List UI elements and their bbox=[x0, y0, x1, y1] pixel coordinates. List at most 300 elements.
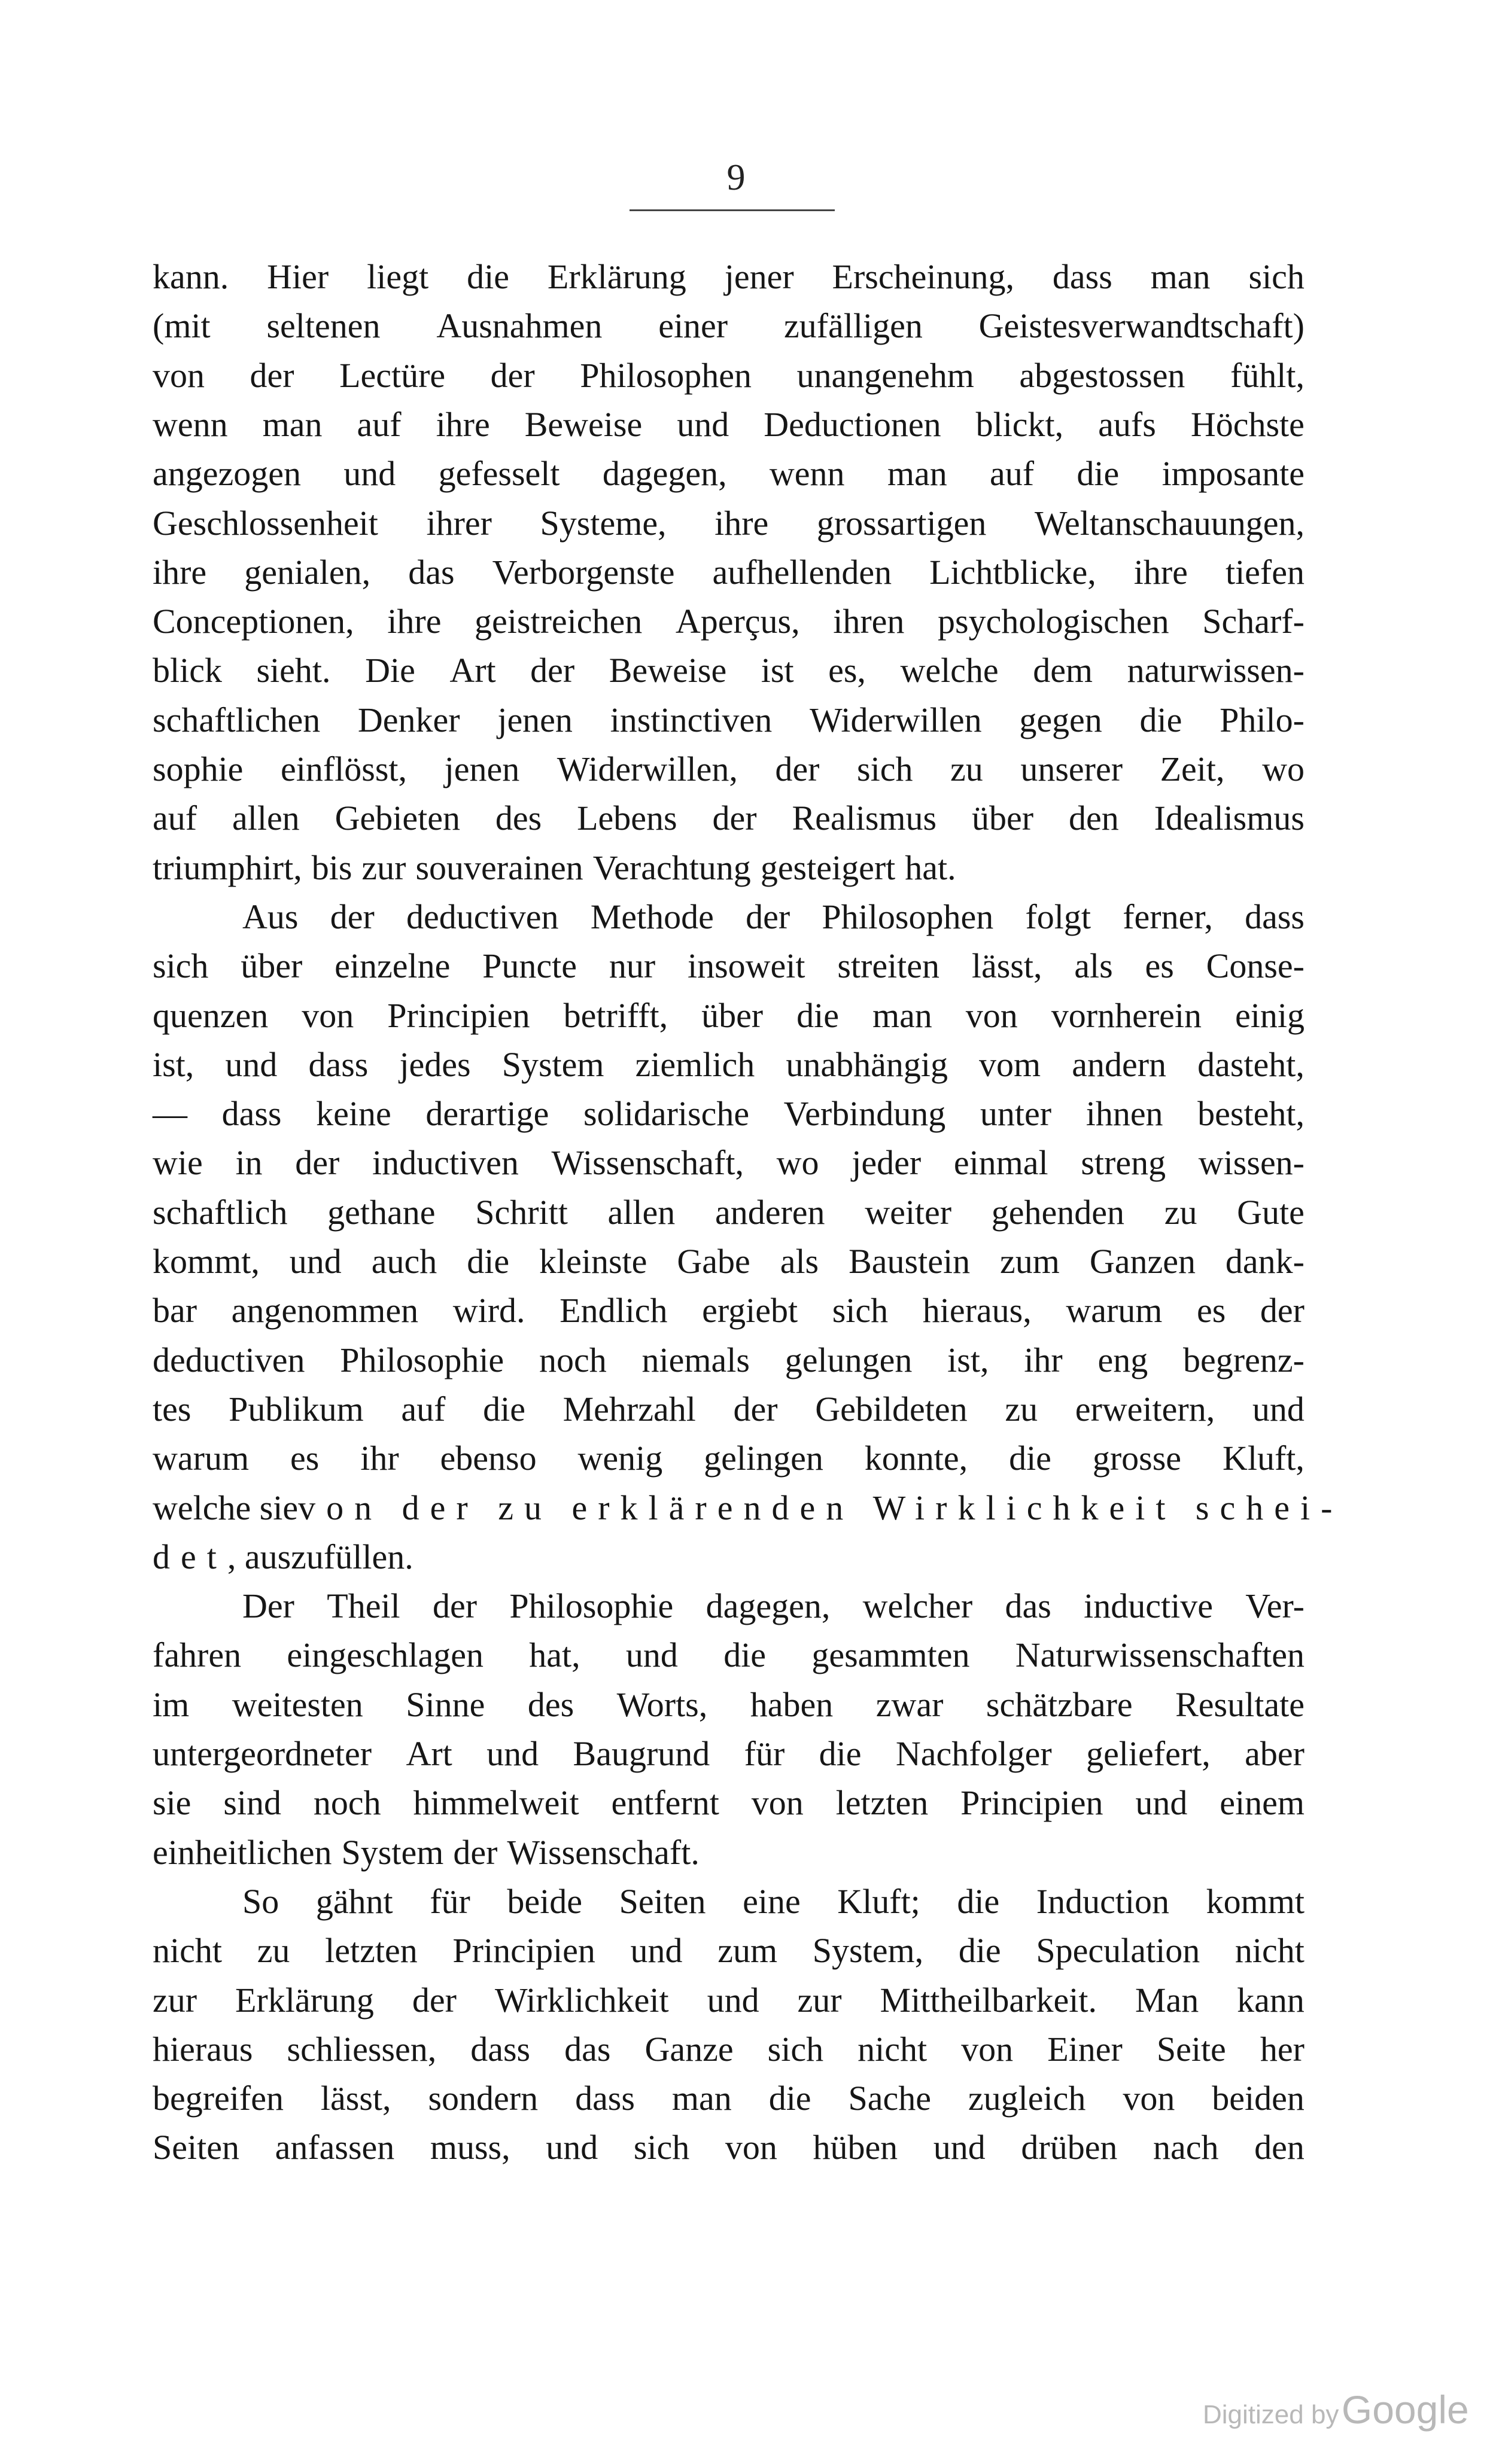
word: Wissenschaft. bbox=[507, 1832, 700, 1872]
text-line bbox=[153, 995, 1305, 1037]
word: schaftlichen bbox=[153, 700, 321, 739]
word: aufs bbox=[1098, 404, 1156, 444]
word: Art bbox=[406, 1734, 452, 1773]
word: der bbox=[490, 355, 535, 395]
word: Ausnahmen bbox=[436, 306, 603, 346]
word: genialen, bbox=[244, 552, 371, 592]
word: die bbox=[768, 2079, 811, 2118]
word: kommt, bbox=[153, 1242, 260, 1281]
word: und bbox=[486, 1734, 539, 1773]
word: und bbox=[933, 2128, 986, 2167]
word: Schritt bbox=[475, 1192, 568, 1232]
word: kann bbox=[1237, 1980, 1305, 2020]
word: und bbox=[625, 1635, 678, 1675]
word: Seiten bbox=[619, 1881, 706, 1921]
word: für bbox=[744, 1734, 785, 1773]
text-line bbox=[153, 1388, 1305, 1430]
word: ihre bbox=[153, 552, 207, 592]
word: zum bbox=[717, 1931, 778, 1970]
word: Lebens bbox=[577, 799, 677, 838]
word: als bbox=[1074, 946, 1113, 986]
word: nach bbox=[1153, 2128, 1219, 2167]
word: zwar bbox=[875, 1685, 944, 1724]
word: das bbox=[1005, 1586, 1051, 1626]
word: Kluft, bbox=[1222, 1439, 1305, 1478]
word: dank- bbox=[1225, 1242, 1305, 1281]
word: begrenz- bbox=[1183, 1340, 1305, 1379]
word: Deductionen bbox=[764, 404, 941, 444]
word: das bbox=[564, 2029, 611, 2069]
word: dass bbox=[470, 2029, 531, 2069]
word: unangenehm bbox=[796, 355, 974, 395]
word: Realismus bbox=[792, 799, 937, 838]
word: der bbox=[250, 355, 294, 395]
word: Lectüre bbox=[339, 355, 446, 395]
word: ihre bbox=[1133, 552, 1188, 592]
word: letzten bbox=[835, 1783, 929, 1823]
text-line bbox=[153, 552, 1305, 593]
word: der bbox=[432, 1586, 478, 1626]
word: inductiven bbox=[372, 1143, 519, 1183]
word: streiten bbox=[837, 946, 940, 986]
word: sich bbox=[153, 946, 209, 986]
word: Systeme, bbox=[540, 503, 667, 543]
word: Nachfolger bbox=[895, 1734, 1052, 1773]
word: Ganzen bbox=[1089, 1242, 1196, 1281]
word: bis bbox=[311, 848, 352, 887]
text-line bbox=[153, 1684, 1305, 1726]
word: der bbox=[733, 1389, 778, 1429]
word: ihr bbox=[1024, 1340, 1063, 1379]
word: Sinne bbox=[406, 1685, 485, 1724]
word: Gebieten bbox=[335, 799, 460, 838]
word: zum bbox=[1000, 1242, 1060, 1281]
word: quenzen bbox=[153, 995, 269, 1035]
word: Beweise bbox=[524, 404, 643, 444]
word: sieht. bbox=[256, 651, 331, 690]
word: von bbox=[961, 2029, 1014, 2069]
word: und bbox=[225, 1044, 278, 1084]
word: Verbindung bbox=[783, 1094, 946, 1134]
word: Wirklichkeit bbox=[494, 1980, 669, 2020]
word: es bbox=[1145, 946, 1174, 986]
word: es bbox=[1197, 1291, 1226, 1330]
word: über bbox=[241, 946, 303, 986]
word: den bbox=[1254, 2128, 1305, 2167]
text-line bbox=[153, 1339, 1305, 1381]
word: ferner, bbox=[1123, 897, 1213, 936]
word: zur bbox=[797, 1980, 842, 2020]
word: solidarische bbox=[583, 1094, 750, 1134]
word: gefesselt bbox=[438, 454, 560, 494]
word: blick bbox=[153, 651, 222, 690]
watermark-brand: Google bbox=[1341, 2387, 1469, 2432]
word: wenn bbox=[769, 454, 845, 494]
word: über bbox=[972, 799, 1034, 838]
word: himmelweit bbox=[413, 1783, 579, 1823]
word: es, bbox=[828, 651, 866, 690]
word: von bbox=[965, 995, 1018, 1035]
word: betrifft, bbox=[563, 995, 668, 1035]
word: zu bbox=[1164, 1192, 1197, 1232]
word: hat. bbox=[905, 848, 956, 887]
word: hieraus bbox=[153, 2029, 253, 2069]
word: der bbox=[1260, 1291, 1305, 1330]
text-line bbox=[242, 1881, 1305, 1923]
word: Erklärung bbox=[547, 257, 686, 296]
word: gesammten bbox=[811, 1635, 970, 1675]
word: beide bbox=[507, 1881, 583, 1921]
word: liegt bbox=[367, 257, 429, 296]
word: dem bbox=[1033, 651, 1093, 690]
word: wenn bbox=[153, 404, 228, 444]
word: die bbox=[1009, 1439, 1051, 1478]
word: ihnen bbox=[1085, 1094, 1163, 1134]
word: im bbox=[153, 1685, 190, 1724]
word: Man bbox=[1135, 1980, 1199, 2020]
word: kleinste bbox=[539, 1242, 647, 1281]
word: der bbox=[295, 1143, 340, 1183]
text-line bbox=[153, 748, 1305, 790]
text-line bbox=[153, 1142, 1305, 1184]
word: derartige bbox=[425, 1094, 549, 1134]
word: und bbox=[1252, 1389, 1305, 1429]
word: letzten bbox=[325, 1931, 418, 1970]
word: Wissenschaft, bbox=[551, 1143, 744, 1183]
word: unter bbox=[980, 1094, 1052, 1134]
word: zur bbox=[361, 848, 406, 887]
word: einflösst, bbox=[281, 750, 408, 788]
word: ist, bbox=[947, 1340, 989, 1379]
word: Höchste bbox=[1190, 404, 1305, 444]
word: der bbox=[412, 1980, 457, 2020]
word: Induction bbox=[1036, 1881, 1170, 1921]
word: ihre bbox=[387, 602, 442, 641]
word: Der bbox=[242, 1586, 294, 1626]
word: ihren bbox=[833, 602, 905, 641]
word: die bbox=[1077, 454, 1120, 494]
word: nicht bbox=[1234, 1931, 1305, 1970]
line-text: welche sie bbox=[153, 1488, 299, 1527]
word: andern bbox=[1072, 1044, 1167, 1084]
word: jeder bbox=[852, 1143, 922, 1183]
word: man bbox=[671, 2079, 732, 2118]
word: Worts, bbox=[616, 1685, 708, 1724]
word: blickt, bbox=[975, 404, 1064, 444]
word: Erklärung bbox=[235, 1980, 374, 2020]
word: noch bbox=[539, 1340, 607, 1379]
word: angenommen bbox=[231, 1291, 419, 1330]
word: fühlt, bbox=[1230, 355, 1305, 395]
word: wissen- bbox=[1198, 1143, 1305, 1183]
word: einzelne bbox=[335, 946, 451, 986]
watermark-prefix: Digitized by bbox=[1203, 2400, 1339, 2429]
word: und bbox=[1135, 1783, 1188, 1823]
word: hieraus, bbox=[922, 1291, 1032, 1330]
word: unserer bbox=[1020, 750, 1123, 788]
word: dasteht, bbox=[1197, 1044, 1305, 1084]
word: warum bbox=[153, 1439, 250, 1478]
word: sophie bbox=[153, 750, 244, 788]
word: dagegen, bbox=[602, 454, 727, 494]
word: Zeit, bbox=[1160, 750, 1225, 788]
text-line bbox=[153, 1536, 1305, 1578]
word: sondern bbox=[428, 2079, 539, 2118]
word: eng bbox=[1097, 1340, 1148, 1379]
word: Principien bbox=[387, 995, 530, 1035]
word: eingeschlagen bbox=[287, 1635, 484, 1675]
word: gähnt bbox=[315, 1881, 393, 1921]
word: auf bbox=[401, 1389, 446, 1429]
word: Methode bbox=[590, 897, 714, 936]
word: hat, bbox=[529, 1635, 580, 1675]
word: Publikum bbox=[229, 1389, 364, 1429]
word: und bbox=[546, 2128, 598, 2167]
word: Mittheilbarkeit. bbox=[880, 1980, 1097, 2020]
word: des bbox=[527, 1685, 574, 1724]
word: zugleich bbox=[968, 2079, 1086, 2118]
word: ziemlich bbox=[635, 1044, 755, 1084]
word: der bbox=[530, 651, 575, 690]
word: des bbox=[495, 799, 542, 838]
word: unabhängig bbox=[786, 1044, 948, 1084]
word: grosse bbox=[1092, 1439, 1182, 1478]
word: folgt bbox=[1025, 897, 1091, 936]
word: haben bbox=[750, 1685, 834, 1724]
word: So bbox=[242, 1881, 279, 1921]
word: die bbox=[819, 1734, 862, 1773]
text-line bbox=[153, 2127, 1305, 2168]
word: aufhellenden bbox=[712, 552, 892, 592]
word: welche bbox=[900, 651, 999, 690]
word: begreifen bbox=[153, 2079, 284, 2118]
word: und bbox=[677, 404, 729, 444]
word: wird. bbox=[452, 1291, 525, 1330]
text-line bbox=[153, 1487, 1343, 1529]
text-line bbox=[153, 2029, 1305, 2070]
word: triumphirt, bbox=[153, 848, 302, 887]
word: streng bbox=[1081, 1143, 1166, 1183]
word: einem bbox=[1220, 1783, 1305, 1823]
word: ist, bbox=[153, 1044, 194, 1084]
word: Principien bbox=[452, 1931, 595, 1970]
word: die bbox=[723, 1635, 767, 1675]
word: ihre bbox=[714, 503, 769, 543]
word: einig bbox=[1235, 995, 1305, 1035]
word: Philosophie bbox=[340, 1340, 504, 1379]
text-line bbox=[153, 1192, 1305, 1233]
word: der bbox=[746, 897, 790, 936]
word: ergiebt bbox=[702, 1291, 798, 1330]
word: als bbox=[780, 1242, 819, 1281]
word: nur bbox=[609, 946, 656, 986]
word: Art bbox=[449, 651, 496, 690]
word: Idealismus bbox=[1154, 799, 1305, 838]
text-line bbox=[153, 256, 1305, 298]
text-line bbox=[153, 2078, 1305, 2119]
word: und bbox=[707, 1980, 759, 2020]
text-line bbox=[242, 1585, 1305, 1627]
text-line bbox=[153, 945, 1305, 987]
word: bar bbox=[153, 1291, 197, 1330]
word: einmal bbox=[953, 1143, 1048, 1183]
word: (mit bbox=[153, 306, 211, 346]
word: der bbox=[453, 1832, 498, 1872]
word: die bbox=[467, 1242, 510, 1281]
word: Verborgenste bbox=[492, 552, 675, 592]
word: Gabe bbox=[677, 1242, 750, 1281]
word: dass bbox=[575, 2079, 635, 2118]
text-line bbox=[153, 1241, 1305, 1283]
word: der bbox=[775, 750, 820, 788]
text-line bbox=[153, 305, 1305, 347]
spaced-text: det bbox=[153, 1537, 227, 1576]
word: jedes bbox=[399, 1044, 471, 1084]
word: naturwissen- bbox=[1127, 651, 1305, 690]
word: das bbox=[408, 552, 455, 592]
word: gesteigert bbox=[760, 848, 896, 887]
word: Ver- bbox=[1245, 1586, 1305, 1626]
word: sich bbox=[633, 2128, 690, 2167]
word: jenen bbox=[497, 700, 573, 739]
word: in bbox=[235, 1143, 263, 1183]
text-line bbox=[153, 1782, 1305, 1824]
word: deductiven bbox=[406, 897, 559, 936]
word: kann. bbox=[153, 257, 229, 296]
word: Gebildeten bbox=[815, 1389, 968, 1429]
word: schliessen, bbox=[287, 2029, 437, 2069]
text-line bbox=[153, 1290, 1305, 1332]
word: wo bbox=[1262, 750, 1305, 788]
text-line bbox=[153, 1437, 1305, 1479]
word: Erscheinung, bbox=[832, 257, 1014, 296]
word: der bbox=[330, 897, 375, 936]
word: anfassen bbox=[275, 2128, 395, 2167]
word: Sache bbox=[848, 2079, 931, 2118]
word: es bbox=[290, 1439, 320, 1478]
word: zur bbox=[153, 1980, 197, 2020]
word: Weltanschauungen, bbox=[1034, 503, 1305, 543]
word: Widerwillen bbox=[810, 700, 982, 739]
word: auf bbox=[153, 799, 197, 838]
word: welcher bbox=[862, 1586, 973, 1626]
word: Resultate bbox=[1175, 1685, 1305, 1724]
word: dass bbox=[1052, 257, 1112, 296]
word: keine bbox=[316, 1094, 391, 1134]
word: konnte, bbox=[864, 1439, 968, 1478]
word: allen bbox=[607, 1192, 676, 1232]
word: gethane bbox=[327, 1192, 436, 1232]
word: gelungen bbox=[785, 1340, 913, 1379]
word: zu bbox=[257, 1931, 290, 1970]
text-line bbox=[153, 699, 1305, 741]
word: man bbox=[887, 454, 947, 494]
word: allen bbox=[232, 799, 300, 838]
word: deductiven bbox=[153, 1340, 305, 1379]
text-line bbox=[153, 1634, 1305, 1676]
word: sind bbox=[223, 1783, 282, 1823]
word: System bbox=[501, 1044, 604, 1084]
word: und bbox=[289, 1242, 342, 1281]
word: man bbox=[872, 995, 932, 1035]
word: zufälligen bbox=[783, 306, 923, 346]
word: Widerwillen, bbox=[557, 750, 738, 788]
word: abgestossen bbox=[1019, 355, 1185, 395]
word: die bbox=[958, 1931, 1001, 1970]
word: Gute bbox=[1237, 1192, 1305, 1232]
word: schaftlich bbox=[153, 1192, 288, 1232]
word: besteht, bbox=[1197, 1094, 1305, 1134]
word: gelingen bbox=[704, 1439, 823, 1478]
word: sich bbox=[767, 2029, 824, 2069]
word: Philosophen bbox=[580, 355, 752, 395]
word: dass bbox=[308, 1044, 369, 1084]
text-line bbox=[153, 1044, 1305, 1086]
word: Seiten bbox=[153, 2128, 239, 2167]
word: auf bbox=[990, 454, 1035, 494]
text-line bbox=[153, 847, 1305, 889]
word: lässt, bbox=[971, 946, 1042, 986]
word: anderen bbox=[714, 1192, 825, 1232]
word: instinctiven bbox=[610, 700, 773, 739]
page-number: 9 bbox=[726, 157, 746, 198]
word: wie bbox=[153, 1143, 203, 1183]
word: grossartigen bbox=[816, 503, 987, 543]
word: einer bbox=[658, 306, 728, 346]
word: Seite bbox=[1156, 2029, 1226, 2069]
word: von bbox=[751, 1783, 804, 1823]
text-line bbox=[153, 1930, 1305, 1972]
word: Geistesverwandtschaft) bbox=[978, 306, 1305, 346]
text-line bbox=[153, 650, 1305, 692]
word: Aperçus, bbox=[675, 602, 800, 641]
word: System, bbox=[812, 1931, 924, 1970]
word: angezogen bbox=[153, 454, 301, 494]
word: Principien bbox=[960, 1783, 1103, 1823]
digitized-by-google-watermark bbox=[1203, 2387, 1469, 2432]
text-line bbox=[153, 1832, 1305, 1874]
word: fahren bbox=[153, 1635, 242, 1675]
word: wenig bbox=[577, 1439, 663, 1478]
word: Theil bbox=[327, 1586, 400, 1626]
word: inductive bbox=[1084, 1586, 1213, 1626]
word: gehenden bbox=[991, 1192, 1125, 1232]
word: System bbox=[341, 1832, 444, 1872]
text-line bbox=[153, 797, 1305, 839]
word: die bbox=[483, 1389, 525, 1429]
line-text: , auszufüllen. bbox=[227, 1537, 413, 1576]
word: sie bbox=[153, 1783, 191, 1823]
word: Endlich bbox=[560, 1291, 668, 1330]
word: die bbox=[957, 1881, 1000, 1921]
word: Ganze bbox=[644, 2029, 734, 2069]
word: warum bbox=[1066, 1291, 1163, 1330]
word: muss, bbox=[430, 2128, 510, 2167]
word: von bbox=[153, 355, 205, 395]
word: den bbox=[1069, 799, 1119, 838]
word: die bbox=[1139, 700, 1182, 739]
text-line bbox=[153, 1979, 1305, 2021]
text-line bbox=[242, 896, 1305, 938]
word: ihrer bbox=[426, 503, 492, 543]
word: auch bbox=[371, 1242, 437, 1281]
word: für bbox=[430, 1881, 470, 1921]
word: Philosophie bbox=[509, 1586, 674, 1626]
word: Philo- bbox=[1220, 700, 1305, 739]
word: souverainen bbox=[415, 848, 583, 887]
word: über bbox=[701, 995, 764, 1035]
word: tes bbox=[153, 1389, 191, 1429]
